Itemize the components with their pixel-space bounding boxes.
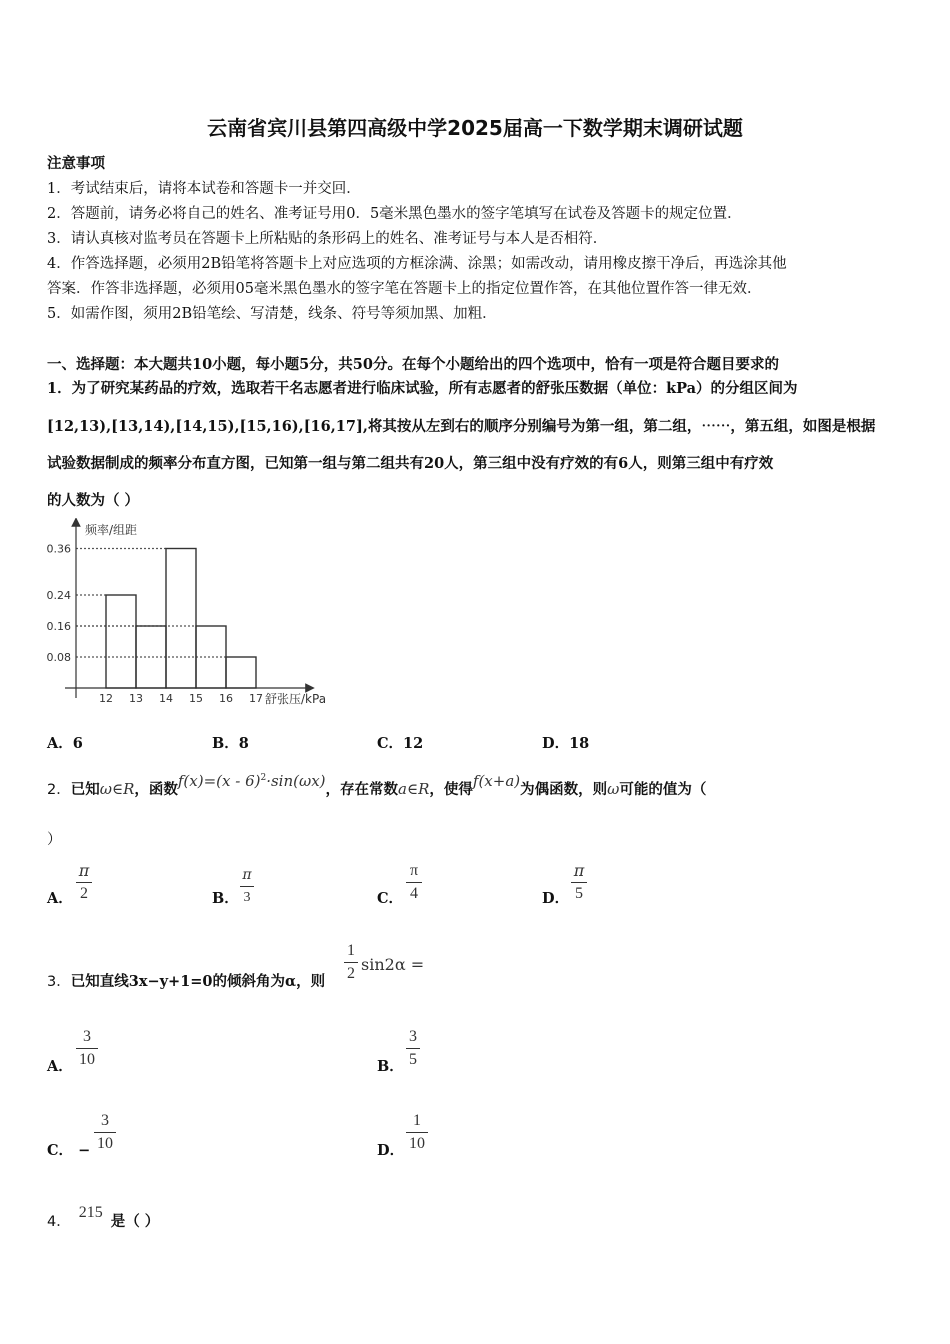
q2-text: ，使得 <box>429 781 473 798</box>
x-tick-label: 13 <box>129 692 143 705</box>
section-heading: 一、选择题：本大题共10小题，每小题5分，共50分。在每个小题给出的四个选项中，恰有一项是符合题目要求的 <box>47 356 779 373</box>
option-b: B． <box>212 890 239 907</box>
q2-math: ω <box>607 780 620 798</box>
option-a-fraction: 3 10 <box>76 1028 98 1069</box>
option-c: C． <box>377 890 404 907</box>
notice-item: 答案．作答非选择题，必须用05毫米黑色墨水的签字笔在答题卡上的指定位置作答，在其他位置作答一律无效． <box>47 281 762 297</box>
notice-heading: 注意事项 <box>47 156 105 172</box>
x-tick-label: 15 <box>189 692 203 705</box>
option-d: D．18 <box>542 735 590 752</box>
q2-close: ） <box>47 832 62 848</box>
q3-text: 已知直线3x−y+1=0的倾斜角为α，则 <box>70 973 326 990</box>
option-a: A．6 <box>47 735 83 752</box>
q2-text: ，存在常数 <box>325 781 399 798</box>
x-axis-label: 舒张压/kPa <box>265 692 327 706</box>
q2-text: 为偶函数，则 <box>520 781 608 798</box>
x-tick-label: 16 <box>219 692 233 705</box>
question-1-line: 的人数为（ ） <box>47 492 140 509</box>
option-a: A． <box>47 890 73 907</box>
notice-item: 2．答题前，请务必将自己的姓名、准考证号用0．5毫米黑色墨水的签字笔填写在试卷及答题卡的规定位置． <box>47 206 742 222</box>
notice-item: 1．考试结束后，请将本试卷和答题卡一并交回． <box>47 181 361 197</box>
x-tick-label: 17 <box>249 692 263 705</box>
question-1-line: [12,13),[13,14),[14,15),[15,16),[16,17],将其按从左到右的顺序分别编号为第一组，第二组，⋯⋯，第五组，如图是根据 <box>47 418 876 435</box>
notice-item: 5．如需作图，须用2B铅笔绘、写清楚，线条、符号等须加黑、加粗． <box>47 306 497 322</box>
q2-text: 可能的值为（ <box>619 781 707 798</box>
q3-expression: sin2α = <box>361 955 425 974</box>
question-1-line: 试验数据制成的频率分布直方图，已知第一组与第二组共有20人，第三组中没有疗效的有6人，则第三组中有疗效 <box>47 455 774 472</box>
histogram-bar <box>166 549 196 689</box>
q2-function: ·sin(ωx) <box>266 772 326 790</box>
question-4-text <box>47 1204 160 1231</box>
q2-text: ，函数 <box>134 781 178 798</box>
option-d: D． <box>377 1142 405 1159</box>
notice-item: 3．请认真核对监考员在答题卡上所粘贴的条形码上的姓名、准考证号与本人是否相符． <box>47 231 608 247</box>
question-number: 3． <box>47 974 71 990</box>
question-2-text <box>47 772 707 799</box>
q3-half-fraction: 1 2 <box>344 942 358 983</box>
question-1-line: 1．为了研究某药品的疗效，选取若干名志愿者进行临床试验，所有志愿者的舒张压数据（单位：kPa）的分组区间为 <box>47 380 798 397</box>
x-tick-label: 12 <box>99 692 113 705</box>
option-a-fraction: π 2 <box>76 862 92 903</box>
option-d-fraction: 1 10 <box>406 1112 428 1153</box>
q2-math: a∈R <box>398 780 430 798</box>
notice-item: 4．作答选择题，必须用2B铅笔将答题卡上对应选项的方框涂满、涂黑；如需改动，请用橡皮擦干净后，再选涂其他 <box>47 256 787 272</box>
y-axis-label: 频率/组距 <box>85 523 138 537</box>
option-a: A． <box>47 1058 73 1075</box>
option-d: D． <box>542 890 570 907</box>
q2-math: f(x+a) <box>472 772 521 790</box>
page-title: 云南省宾川县第四高级中学2025届高一下数学期末调研试题 <box>207 116 743 140</box>
q2-exponent: 2 <box>260 773 267 784</box>
question-3-text <box>47 970 325 991</box>
option-c: C． − <box>47 1142 91 1159</box>
q2-function: f(x)=(x - 6) <box>177 772 261 790</box>
histogram-bar <box>226 657 256 688</box>
frequency-histogram <box>40 518 350 710</box>
y-tick-label: 0.24 <box>46 589 71 602</box>
x-tick-label: 14 <box>159 692 173 705</box>
q2-math: ω∈R <box>99 780 135 798</box>
histogram-bar <box>106 595 136 688</box>
option-b: B． <box>377 1058 404 1075</box>
y-tick-label: 0.08 <box>46 651 71 664</box>
option-c-fraction: π 4 <box>406 862 422 903</box>
question-number: 4． <box>47 1214 71 1230</box>
option-b: B．8 <box>212 735 249 752</box>
y-tick-label: 0.16 <box>46 620 71 633</box>
question-number: 2． <box>47 782 71 798</box>
option-c-fraction: 3 10 <box>94 1112 116 1153</box>
option-b-fraction: π 3 <box>240 866 254 907</box>
y-tick-label: 0.36 <box>46 542 71 556</box>
option-c: C．12 <box>377 735 424 752</box>
minus-sign: − <box>78 1142 91 1159</box>
q2-text: 已知 <box>70 781 100 798</box>
option-d-fraction: π 5 <box>571 862 587 903</box>
q4-text: 是（ ） <box>110 1213 160 1230</box>
option-b-fraction: 3 5 <box>406 1028 420 1069</box>
q4-value: 215 <box>78 1204 103 1221</box>
